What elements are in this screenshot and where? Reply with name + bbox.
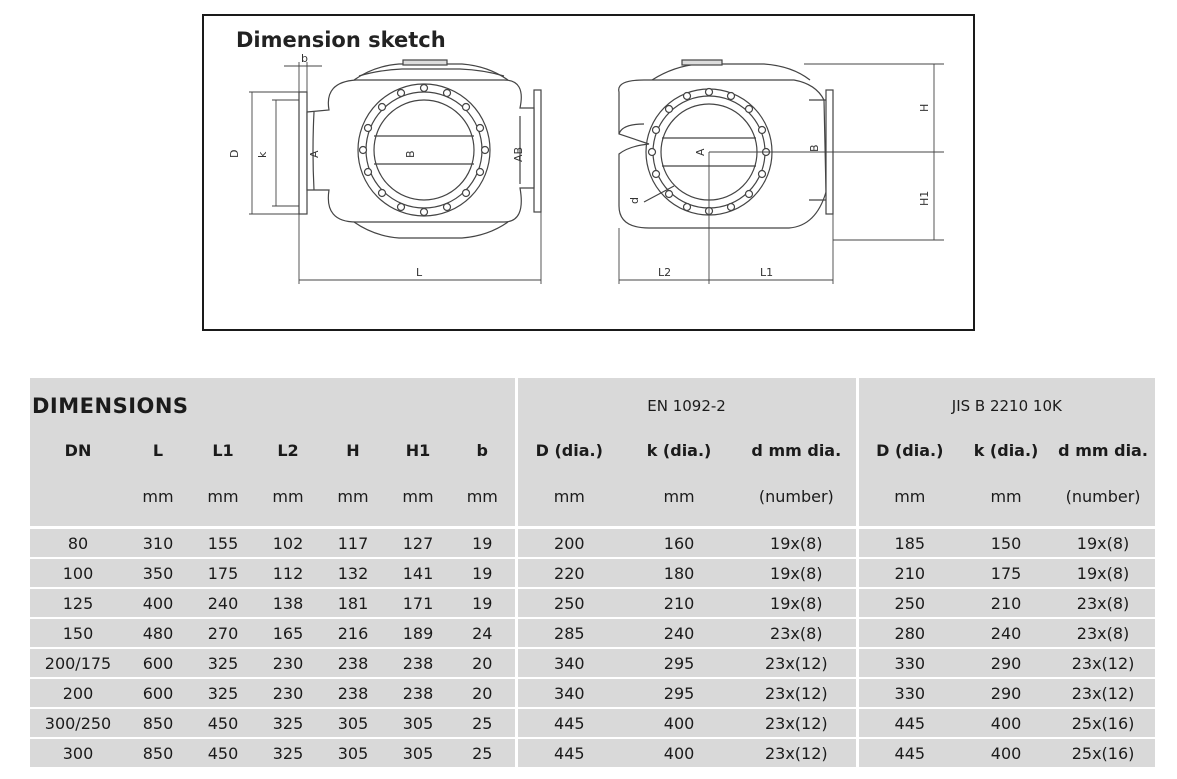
cell-en-holes: 19x(8) bbox=[737, 529, 857, 558]
label-B: B bbox=[404, 150, 417, 158]
column-header: L bbox=[126, 434, 190, 466]
unit-cell: mm bbox=[857, 466, 961, 526]
cell-dn: 200 bbox=[30, 678, 126, 708]
label-A2: A bbox=[694, 148, 707, 156]
cell-en-holes: 19x(8) bbox=[737, 558, 857, 588]
cell-en-holes: 23x(12) bbox=[737, 678, 857, 708]
cell-jis-k: 240 bbox=[961, 618, 1051, 648]
cell-dn: 100 bbox=[30, 558, 126, 588]
cell-l: 350 bbox=[126, 558, 190, 588]
cell-en-d: 200 bbox=[516, 529, 621, 558]
label-L2: L2 bbox=[658, 266, 672, 279]
cell-h1: 238 bbox=[386, 648, 450, 678]
cell-jis-d: 210 bbox=[857, 558, 961, 588]
column-header: d mm dia. bbox=[737, 434, 857, 466]
column-header: k (dia.) bbox=[621, 434, 737, 466]
cell-en-holes: 23x(12) bbox=[737, 738, 857, 768]
cell-l: 600 bbox=[126, 648, 190, 678]
standard-jis-header: JIS B 2210 10K bbox=[857, 378, 1155, 434]
column-header: DN bbox=[30, 434, 126, 466]
cell-h1: 171 bbox=[386, 588, 450, 618]
standard-en-header: EN 1092-2 bbox=[516, 378, 857, 434]
label-AB: AB bbox=[512, 146, 525, 162]
cell-h: 181 bbox=[320, 588, 386, 618]
cell-en-k: 180 bbox=[621, 558, 737, 588]
cell-l: 310 bbox=[126, 529, 190, 558]
unit-cell: mm bbox=[621, 466, 737, 526]
cell-l2: 165 bbox=[256, 618, 320, 648]
column-header: H bbox=[320, 434, 386, 466]
label-A: A bbox=[308, 150, 321, 158]
column-header: L1 bbox=[190, 434, 256, 466]
unit-cell: mm bbox=[450, 466, 516, 526]
cell-jis-holes: 19x(8) bbox=[1051, 529, 1155, 558]
cell-jis-d: 185 bbox=[857, 529, 961, 558]
valve-drawing bbox=[204, 16, 975, 331]
table-row bbox=[30, 678, 1155, 708]
label-k: k bbox=[256, 151, 269, 158]
table-row bbox=[30, 708, 1155, 738]
cell-l2: 138 bbox=[256, 588, 320, 618]
side-view bbox=[619, 60, 833, 228]
cell-jis-holes: 19x(8) bbox=[1051, 558, 1155, 588]
cell-jis-d: 330 bbox=[857, 648, 961, 678]
dimension-sketch-frame bbox=[202, 14, 975, 331]
cell-l2: 102 bbox=[256, 529, 320, 558]
unit-cell: mm bbox=[516, 466, 621, 526]
cell-en-k: 400 bbox=[621, 708, 737, 738]
cell-l1: 325 bbox=[190, 648, 256, 678]
cell-h1: 305 bbox=[386, 738, 450, 768]
cell-h: 117 bbox=[320, 529, 386, 558]
cell-l1: 175 bbox=[190, 558, 256, 588]
cell-dn: 300/250 bbox=[30, 708, 126, 738]
cell-b: 20 bbox=[450, 648, 516, 678]
cell-en-holes: 23x(12) bbox=[737, 648, 857, 678]
cell-jis-k: 150 bbox=[961, 529, 1051, 558]
column-header: D (dia.) bbox=[516, 434, 621, 466]
cell-en-k: 400 bbox=[621, 738, 737, 768]
cell-en-holes: 19x(8) bbox=[737, 588, 857, 618]
cell-dn: 300 bbox=[30, 738, 126, 768]
cell-l: 850 bbox=[126, 738, 190, 768]
cell-en-d: 445 bbox=[516, 738, 621, 768]
cell-l: 850 bbox=[126, 708, 190, 738]
unit-cell: mm bbox=[961, 466, 1051, 526]
cell-dn: 125 bbox=[30, 588, 126, 618]
table-title: DIMENSIONS bbox=[30, 378, 516, 434]
table-row bbox=[30, 648, 1155, 678]
cell-b: 25 bbox=[450, 738, 516, 768]
cell-dn: 80 bbox=[30, 529, 126, 558]
cell-en-d: 285 bbox=[516, 618, 621, 648]
unit-cell: (number) bbox=[1051, 466, 1155, 526]
cell-b: 19 bbox=[450, 529, 516, 558]
cell-l1: 240 bbox=[190, 588, 256, 618]
cell-h: 305 bbox=[320, 738, 386, 768]
cell-b: 24 bbox=[450, 618, 516, 648]
cell-jis-holes: 23x(12) bbox=[1051, 678, 1155, 708]
cell-jis-k: 400 bbox=[961, 708, 1051, 738]
front-view bbox=[299, 60, 541, 238]
cell-en-d: 250 bbox=[516, 588, 621, 618]
column-header: L2 bbox=[256, 434, 320, 466]
unit-cell: (number) bbox=[737, 466, 857, 526]
cell-l1: 450 bbox=[190, 738, 256, 768]
cell-en-holes: 23x(8) bbox=[737, 618, 857, 648]
cell-jis-d: 330 bbox=[857, 678, 961, 708]
sketch-title: Dimension sketch bbox=[236, 28, 446, 52]
cell-l2: 325 bbox=[256, 708, 320, 738]
unit-cell: mm bbox=[126, 466, 190, 526]
cell-l1: 450 bbox=[190, 708, 256, 738]
cell-jis-k: 290 bbox=[961, 648, 1051, 678]
cell-jis-holes: 25x(16) bbox=[1051, 738, 1155, 768]
unit-cell: mm bbox=[320, 466, 386, 526]
cell-l2: 230 bbox=[256, 678, 320, 708]
cell-h1: 127 bbox=[386, 529, 450, 558]
cell-en-d: 445 bbox=[516, 708, 621, 738]
cell-l1: 155 bbox=[190, 529, 256, 558]
cell-jis-d: 250 bbox=[857, 588, 961, 618]
table-row bbox=[30, 738, 1155, 768]
cell-h1: 141 bbox=[386, 558, 450, 588]
dimensions-table bbox=[30, 378, 1155, 769]
cell-jis-k: 290 bbox=[961, 678, 1051, 708]
unit-cell bbox=[30, 466, 126, 526]
cell-l2: 230 bbox=[256, 648, 320, 678]
cell-h1: 305 bbox=[386, 708, 450, 738]
cell-b: 20 bbox=[450, 678, 516, 708]
table-row bbox=[30, 529, 1155, 558]
column-header: D (dia.) bbox=[857, 434, 961, 466]
cell-jis-d: 445 bbox=[857, 738, 961, 768]
cell-b: 19 bbox=[450, 588, 516, 618]
cell-en-k: 295 bbox=[621, 648, 737, 678]
cell-jis-holes: 25x(16) bbox=[1051, 708, 1155, 738]
unit-cell: mm bbox=[190, 466, 256, 526]
cell-jis-holes: 23x(8) bbox=[1051, 588, 1155, 618]
column-header: b bbox=[450, 434, 516, 466]
cell-h: 132 bbox=[320, 558, 386, 588]
label-H: H bbox=[918, 103, 931, 112]
column-header-row bbox=[30, 434, 1155, 466]
label-L: L bbox=[416, 266, 423, 279]
cell-en-d: 340 bbox=[516, 648, 621, 678]
column-header: k (dia.) bbox=[961, 434, 1051, 466]
cell-b: 19 bbox=[450, 558, 516, 588]
cell-en-d: 340 bbox=[516, 678, 621, 708]
table-row bbox=[30, 618, 1155, 648]
cell-jis-holes: 23x(12) bbox=[1051, 648, 1155, 678]
cell-jis-holes: 23x(8) bbox=[1051, 618, 1155, 648]
cell-en-k: 295 bbox=[621, 678, 737, 708]
cell-l: 480 bbox=[126, 618, 190, 648]
cell-h1: 189 bbox=[386, 618, 450, 648]
cell-l1: 325 bbox=[190, 678, 256, 708]
label-L1: L1 bbox=[760, 266, 774, 279]
label-B2: B bbox=[808, 144, 821, 152]
cell-l: 400 bbox=[126, 588, 190, 618]
cell-h: 238 bbox=[320, 648, 386, 678]
cell-en-d: 220 bbox=[516, 558, 621, 588]
unit-cell: mm bbox=[386, 466, 450, 526]
cell-l: 600 bbox=[126, 678, 190, 708]
cell-jis-d: 280 bbox=[857, 618, 961, 648]
table-row bbox=[30, 588, 1155, 618]
cell-l2: 112 bbox=[256, 558, 320, 588]
cell-b: 25 bbox=[450, 708, 516, 738]
cell-h: 305 bbox=[320, 708, 386, 738]
table-title-row bbox=[30, 378, 1155, 434]
cell-dn: 150 bbox=[30, 618, 126, 648]
cell-l2: 325 bbox=[256, 738, 320, 768]
cell-h1: 238 bbox=[386, 678, 450, 708]
column-header: H1 bbox=[386, 434, 450, 466]
cell-h: 216 bbox=[320, 618, 386, 648]
cell-h: 238 bbox=[320, 678, 386, 708]
cell-en-k: 160 bbox=[621, 529, 737, 558]
cell-l1: 270 bbox=[190, 618, 256, 648]
label-b: b bbox=[301, 52, 308, 65]
column-header: d mm dia. bbox=[1051, 434, 1155, 466]
cell-dn: 200/175 bbox=[30, 648, 126, 678]
label-H1: H1 bbox=[918, 190, 931, 206]
table-row bbox=[30, 558, 1155, 588]
label-d: d bbox=[628, 197, 641, 204]
cell-en-k: 240 bbox=[621, 618, 737, 648]
unit-row bbox=[30, 466, 1155, 526]
label-D: D bbox=[228, 149, 241, 158]
unit-cell: mm bbox=[256, 466, 320, 526]
cell-jis-k: 400 bbox=[961, 738, 1051, 768]
cell-en-k: 210 bbox=[621, 588, 737, 618]
cell-jis-d: 445 bbox=[857, 708, 961, 738]
cell-jis-k: 210 bbox=[961, 588, 1051, 618]
cell-en-holes: 23x(12) bbox=[737, 708, 857, 738]
cell-jis-k: 175 bbox=[961, 558, 1051, 588]
